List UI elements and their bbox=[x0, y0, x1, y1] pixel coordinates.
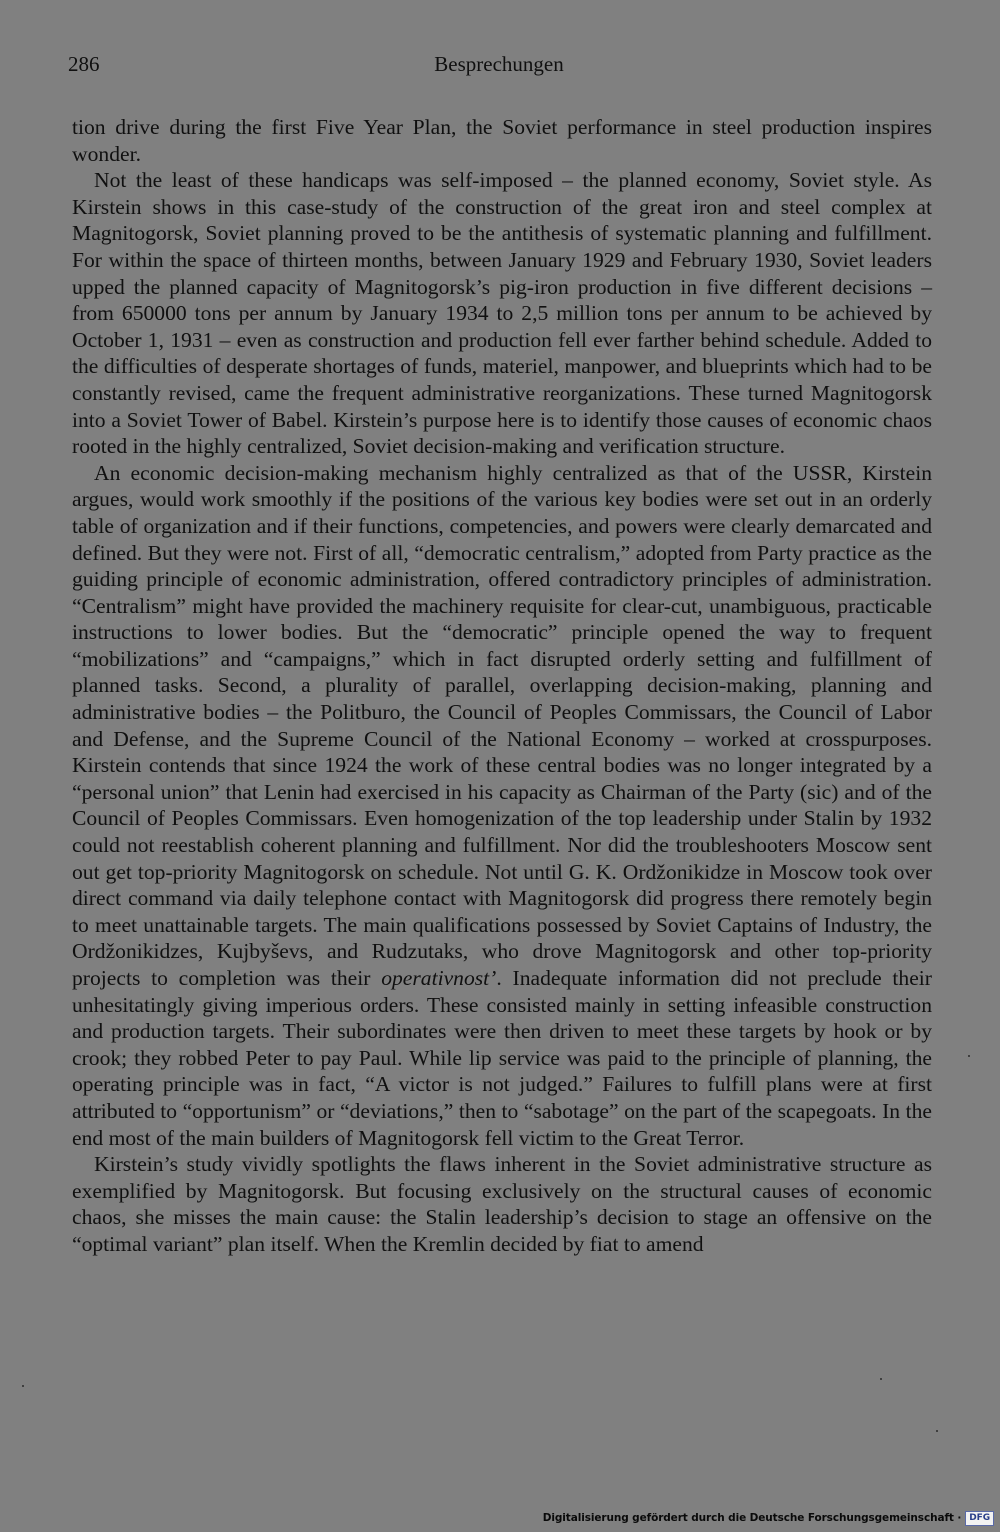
paragraph-3-text: An economic decision-making mechanism highly centralized as that of the USSR, Kirstein argues, would work smoothly if the positions of the various key bodies were set out in an orderly table of organization and if their functions, competencies, and powers were clearly demarcated and defined. But they were not. First of all, “democratic centralism,” adopted from Party practice as the guiding principle of economic administration, offered contradictory principles of administration. “Centralism” might have provided the machinery requisite for clear-cut, unambiguous, practicable instructions to lower bodies. But the “democratic” principle opened the way to frequent “mobilizations” and “campaigns,” which in fact disrupted orderly setting and fulfillment of planned tasks. Second, a plurality of parallel, overlapping decision-making, planning and administrative bodies – the Politburo, the Council of Peoples Commissars, the Council of Labor and Defense, and the Supreme Council of the National Economy – worked at crosspurposes. Kirstein contends that since 1924 the work of these central bodies was no longer integrated by a “personal union” that Lenin had exercised in his capacity as Chairman of the Party (sic) and of the Council of Peoples Commissars. Even homogenization of the top leadership under Stalin by 1932 could not reestablish coherent planning and fulfillment. Nor did the troubleshooters Moscow sent out get top-priority Magnitogorsk on schedule. Not until G. K. Ordžonikidze in Moscow took over direct command via daily telephone contact with Magnitogorsk did progress there remotely begin to meet unattainable targets. The main qualifications possessed by Soviet Captains of Industry, the Ordžonikidzes, Kujbyševs, and Rudzutaks, who drove Magnitogorsk and other top-priority projects to completion was their bbox=[72, 460, 932, 990]
paragraph-1-text: tion drive during the first Five Year Plan, the Soviet performance in steel production inspires wonder. bbox=[72, 115, 932, 166]
scan-speck bbox=[22, 1385, 24, 1387]
paragraph-4 bbox=[72, 1151, 932, 1257]
paragraph-3-text-continued: . Inadequate information did not preclude their unhesitatingly giving imperious orders. These consisted mainly in setting infeasible construction and production targets. Their subordinates were then driven to meet these targets by hook or by crook; they robbed Peter to pay Paul. While lip service was paid to the principle of planning, the operating principle was in fact, “A victor is not judged.” Failures to fulfill plans were at first attributed to “opportunism” or “deviations,” then to “sabotage” on the part of the scapegoats. In the end most of the main builders of Magnitogorsk fell victim to the Great Terror. bbox=[72, 966, 932, 1150]
running-head: Besprechungen bbox=[434, 52, 564, 76]
scan-speck bbox=[880, 1378, 882, 1380]
page-header bbox=[68, 52, 930, 80]
paragraph-1 bbox=[72, 114, 932, 167]
paragraph-2 bbox=[72, 167, 932, 460]
paragraph-4-text: Kirstein’s study vividly spotlights the flaws inherent in the Soviet administrative structure as exemplified by Magnitogorsk. But focusing exclusively on the structural causes of economic chaos, she misses the main cause: the Stalin leadership’s decision to stage an offensive on the “optimal variant” plan itself. When the Kremlin decided by fiat to amend bbox=[72, 1152, 932, 1256]
body-text bbox=[72, 114, 932, 1258]
italic-term: operativnost’ bbox=[381, 966, 497, 990]
credit-text: Digitalisierung gefördert durch die Deutsche Forschungsgemeinschaft · bbox=[542, 1512, 962, 1524]
scan-speck bbox=[936, 1430, 938, 1432]
dfg-logo-icon: DFG bbox=[965, 1511, 994, 1526]
paragraph-3 bbox=[72, 460, 932, 1151]
scan-speck bbox=[968, 1055, 970, 1057]
digitization-credit bbox=[543, 1508, 994, 1528]
paragraph-2-text: Not the least of these handicaps was self-imposed – the planned economy, Soviet style. As Kirstein shows in this case-study of the construction of the great iron and steel complex at Magnitogorsk, Soviet planning proved to be the antithesis of systematic planning and fulfillment. For within the space of thirteen months, between January 1929 and February 1930, Soviet leaders upped the planned capacity of Magnitogorsk’s pig-iron production in five different decisions – from 650000 tons per annum by January 1934 to 2,5 million tons per annum to be achieved by October 1, 1931 – even as construction and production fell ever farther behind schedule. Added to the difficulties of desperate shortages of funds, materiel, manpower, and blueprints which had to be constantly revised, came the frequent administrative reorganizations. These turned Magnitogorsk into a Soviet Tower of Babel. Kirstein’s purpose here is to identify those causes of economic chaos rooted in the highly centralized, Soviet decision-making and verification structure. bbox=[72, 168, 932, 459]
page-number: 286 bbox=[68, 52, 100, 76]
